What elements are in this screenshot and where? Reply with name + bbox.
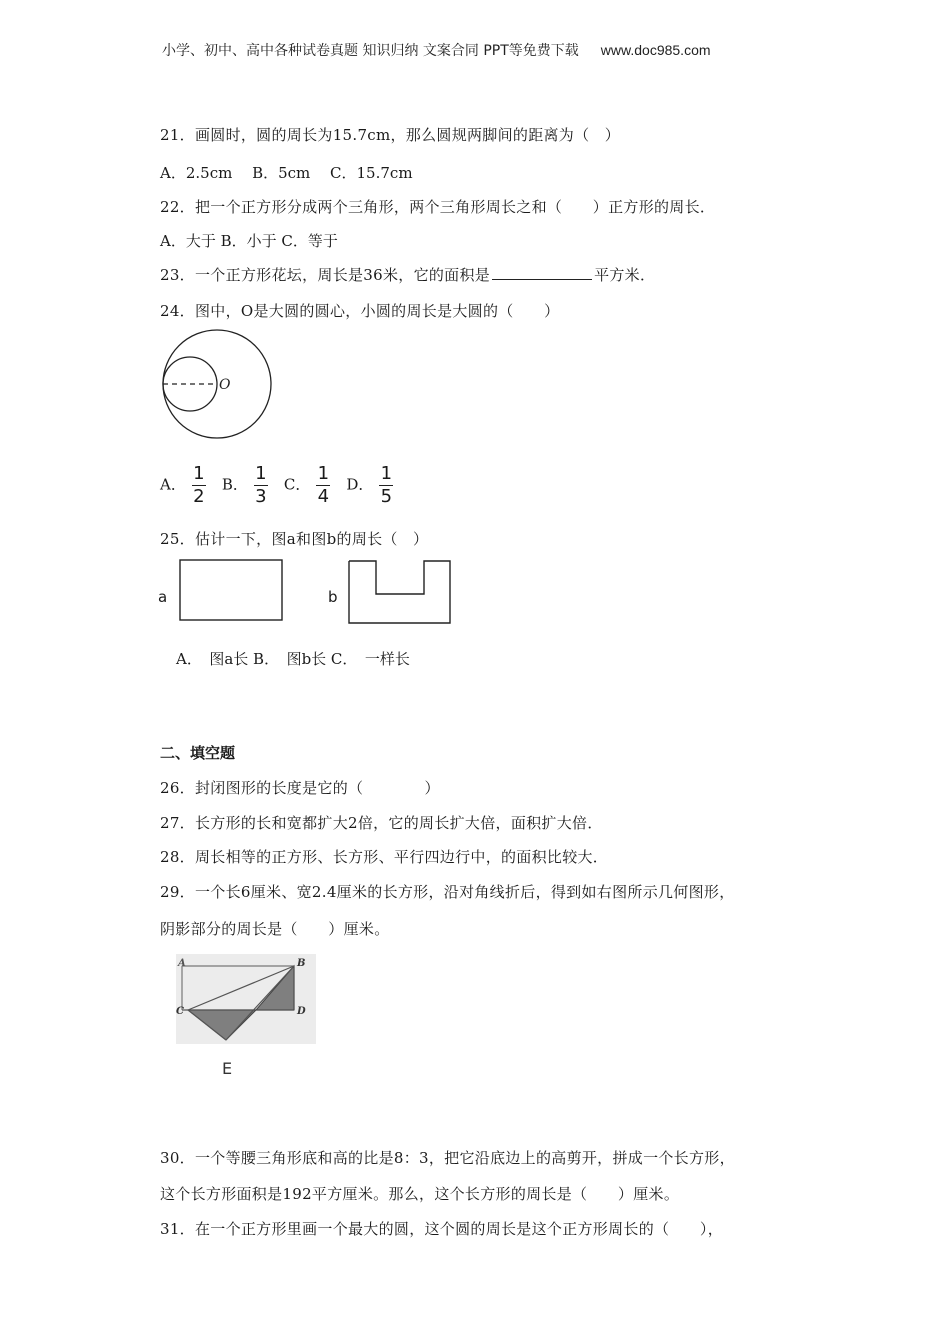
header-title: 小学、初中、高中各种试卷真题 知识归纳 文案合同 PPT等免费下载	[162, 43, 579, 59]
option-c: C． $\frac{1}{4}$	[283, 463, 330, 507]
question-24-options	[160, 464, 399, 507]
question-29-line2: 阴影部分的周长是（ ）厘米。	[160, 920, 390, 938]
figure-a-label: a	[158, 588, 168, 606]
option-d: D． $\frac{1}{5}$	[346, 463, 393, 507]
fraction-b: $\frac{1}{3}$	[255, 463, 267, 507]
figure-b-notched-shape	[346, 558, 456, 628]
circles-figure	[155, 328, 280, 444]
question-30-line2: 这个长方形面积是192平方厘米。那么，这个长方形的周长是（ ）厘米。	[160, 1185, 680, 1203]
question-21-options: A．2.5cm B．5cm C．15.7cm	[160, 164, 413, 182]
answer-blank	[492, 265, 592, 280]
section-title: 二、填空题	[160, 744, 236, 762]
question-31: 31．在一个正方形里画一个最大的圆，这个圆的周长是这个正方形周长的（ ），	[160, 1220, 723, 1238]
fraction-d: $\frac{1}{5}$	[380, 463, 393, 507]
question-23-unit: 平方米．	[594, 266, 656, 284]
question-22: 22．把一个正方形分成两个三角形，两个三角形周长之和（ ）正方形的周长．	[160, 198, 716, 216]
header-site[interactable]: www.doc985.com	[600, 42, 711, 58]
label-a: A	[178, 958, 186, 969]
question-23-text: 23．一个正方形花坛，周长是36米，它的面积是	[160, 266, 491, 284]
question-25: 25．估计一下，图a和图b的周长（ ）	[160, 530, 429, 548]
label-c: C	[176, 1006, 184, 1017]
question-28: 28．周长相等的正方形、长方形、平行四边行中，的面积比较大．	[160, 848, 609, 866]
label-e: E	[222, 1059, 233, 1078]
center-o-label: O	[219, 377, 231, 393]
label-d: D	[297, 1006, 306, 1017]
option-a: A． $\frac{1}{2}$	[160, 463, 205, 507]
question-25-options: A． 图a长 B． 图b长 C． 一样长	[176, 650, 410, 668]
question-27: 27．长方形的长和宽都扩大2倍，它的周长扩大倍，面积扩大倍．	[160, 814, 603, 832]
figure-a-rectangle	[178, 558, 286, 624]
question-24: 24．图中，O是大圆的圆心，小圆的周长是大圆的（ ）	[160, 302, 560, 320]
folded-rectangle-figure	[176, 952, 318, 1082]
question-23	[160, 264, 655, 285]
label-b: B	[297, 958, 306, 969]
figure-b-label: b	[328, 588, 338, 606]
fraction-c: $\frac{1}{4}$	[317, 463, 330, 507]
question-30-line1: 30．一个等腰三角形底和高的比是8：3，把它沿底边上的高剪开，拼成一个长方形，	[160, 1149, 735, 1167]
option-b: B． $\frac{1}{3}$	[221, 463, 267, 507]
fraction-a: $\frac{1}{2}$	[193, 463, 205, 507]
page-header	[162, 40, 711, 60]
question-26: 26．封闭图形的长度是它的（ ）	[160, 779, 440, 797]
question-22-options: A．大于 B．小于 C．等于	[160, 232, 338, 250]
question-29-line1: 29．一个长6厘米、宽2.4厘米的长方形，沿对角线折后，得到如右图所示几何图形，	[160, 883, 735, 901]
question-21: 21．画圆时，圆的周长为15.7cm，那么圆规两脚间的距离为（ ）	[160, 126, 621, 144]
